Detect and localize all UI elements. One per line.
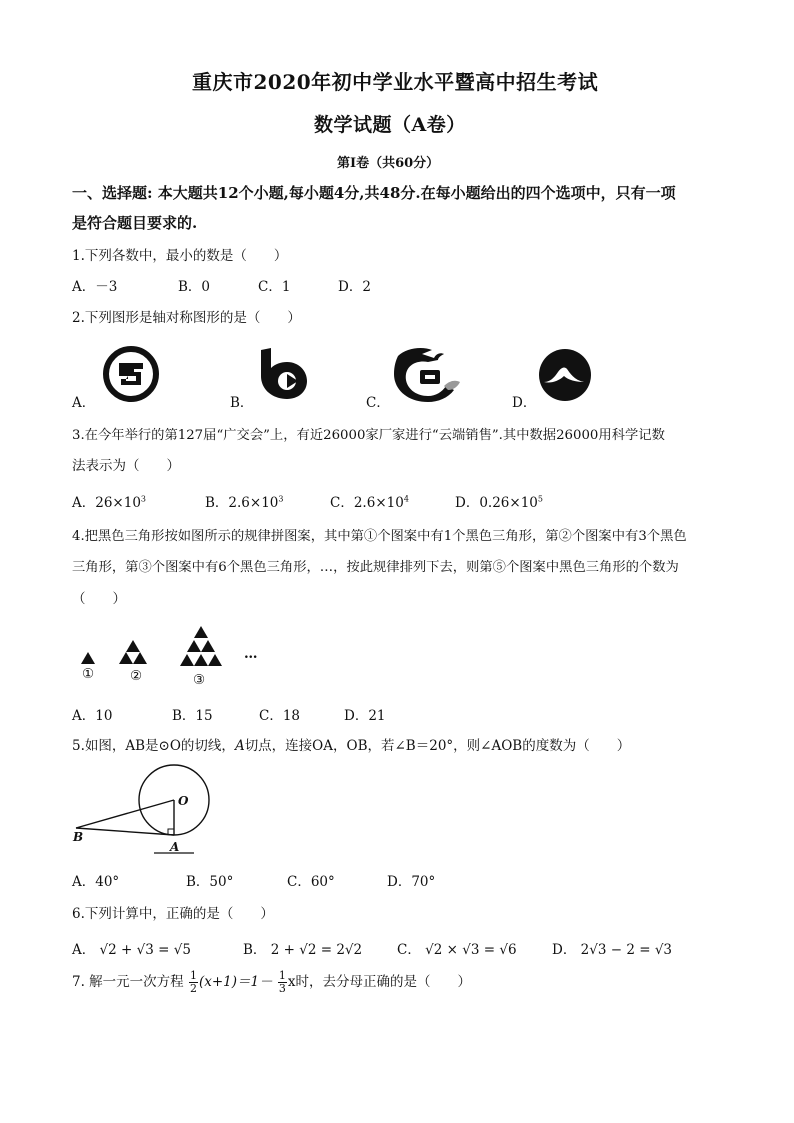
part-heading: 第I卷（共60分） [337, 156, 440, 171]
q6-b-eq: = [320, 942, 333, 958]
q5-fig-label-a: A [170, 840, 180, 854]
q5-option-a: A．40° [72, 874, 120, 890]
triangle [133, 652, 147, 664]
q3-option-a [72, 491, 146, 511]
q5-stem-point-a: A [234, 738, 245, 754]
q6-b-op1: + [283, 942, 295, 958]
triangle [194, 654, 208, 666]
q3-option-d-label: D． [455, 495, 480, 511]
q7-frac2-denominator: 3 [278, 982, 286, 995]
q4-fig-label-3: ③ [193, 672, 206, 688]
q2-option-c: C． [366, 395, 390, 411]
q1-option-a: A．－3 [72, 279, 118, 295]
q5-option-c: C．60° [287, 874, 335, 890]
q3-option-b [205, 491, 283, 511]
q6-c-term2: √3 [462, 942, 480, 958]
q6-a-term1: √2 [99, 942, 117, 958]
q6-d-term2: 2 [626, 942, 635, 958]
q7-frac1-denominator: 2 [189, 982, 197, 995]
q5-circle-tangent-figure [70, 762, 220, 858]
q2-option-d: D． [512, 395, 537, 411]
q5-stem [72, 734, 630, 754]
q6-option-c-label: C． [397, 942, 421, 958]
q6-d-result: √3 [654, 942, 673, 958]
q6-d-op1: − [610, 942, 623, 958]
q4-option-a: A．10 [72, 708, 113, 724]
q4-stem-line1: 4.把黑色三角形按如图所示的规律拼图案，其中第①个图案中有1个黑色三角形，第②个图案中有3个黑色 [72, 529, 687, 544]
q6-b-result: 2√2 [336, 942, 363, 958]
q6-c-term1: √2 [425, 942, 443, 958]
q1-option-c: C．1 [258, 279, 291, 295]
q3-option-d-mantissa: 0.26×10 [479, 495, 538, 511]
q6-stem: 6.下列计算中，正确的是（ ） [72, 906, 274, 922]
q5-stem-part-c: 切点，连接OA，OB，若∠B＝20°，则∠AOB的度数为（ ） [244, 738, 631, 754]
q7-stem-pre: 7. 解一元一次方程 [72, 974, 184, 990]
q6-a-term2: √3 [136, 942, 154, 958]
q3-option-c-mantissa: 2.6×10 [353, 495, 404, 511]
logo-a-icbc-figure [103, 346, 159, 402]
triangle [194, 626, 208, 638]
q2-option-a: A． [72, 395, 96, 411]
q4-option-b: B．15 [172, 708, 213, 724]
q3-option-d-exponent: 5 [537, 494, 543, 504]
triangle [119, 652, 133, 664]
q3-option-c [330, 491, 409, 511]
q5-option-d: D．70° [387, 874, 436, 890]
q7-stem-post: x时，去分母正确的是（ ） [287, 974, 472, 990]
q6-a-op1: + [121, 942, 133, 958]
section-instructions-line1: 一、选择题: 本大题共12个小题,每小题4分,共48分.在每小题给出的四个选项中，只有一项 [72, 184, 676, 202]
q1-stem: 1.下列各数中，最小的数是（ ） [72, 248, 288, 264]
q6-option-b [243, 938, 362, 958]
triangle [126, 640, 140, 652]
q5-fig-label-b: B [73, 830, 84, 844]
triangle [81, 652, 95, 664]
triangle [187, 640, 201, 652]
q3-option-c-label: C． [330, 495, 354, 511]
q4-stem-line2: 三角形，第③个图案中有6个黑色三角形，…，按此规律排列下去，则第⑤个图案中黑色三角形的个数为 [72, 560, 679, 575]
triangle [208, 654, 222, 666]
q4-fig-label-1: ① [82, 666, 95, 682]
exam-title: 重庆市2020年初中学业水平暨高中招生考试 [192, 70, 599, 94]
q3-option-b-label: B． [205, 495, 229, 511]
q7-fraction-2 [278, 970, 287, 995]
triangle [180, 654, 194, 666]
q5-option-b: B．50° [186, 874, 234, 890]
q3-option-a-mantissa: 26×10 [95, 495, 141, 511]
q4-fig-ellipsis: … [244, 646, 258, 662]
q6-option-b-label: B． [243, 942, 267, 958]
q6-option-d-label: D． [552, 942, 577, 958]
q1-option-d: D．2 [338, 279, 371, 295]
segment-bo [76, 800, 174, 828]
q7-stem [72, 970, 471, 995]
q6-option-a-label: A． [72, 942, 96, 958]
q3-option-a-label: A． [72, 495, 96, 511]
q2-option-b: B． [230, 395, 254, 411]
q7-frac2-numerator: 1 [278, 969, 286, 982]
q3-option-a-exponent: 3 [140, 494, 147, 504]
q5-stem-part-a: 5.如图，AB是⊙O的切线， [72, 738, 235, 754]
q3-stem-line1: 3.在今年举行的第127届“广交会”上，有近26000家厂家进行“云端销售”.其中数据26000用科学记数 [72, 428, 665, 443]
q4-stem-line3: （ ） [72, 591, 126, 607]
q4-fig-label-2: ② [130, 668, 143, 684]
q3-option-b-exponent: 3 [278, 494, 284, 504]
logo-d-figure [538, 348, 592, 402]
q6-d-term1: 2√3 [580, 942, 607, 958]
q3-option-d [455, 491, 543, 511]
q3-option-c-exponent: 4 [403, 494, 409, 504]
q3-stem-line2: 法表示为（ ） [72, 458, 180, 474]
q6-a-result: √5 [173, 942, 191, 958]
q3-option-b-mantissa: 2.6×10 [228, 495, 279, 511]
q6-option-a [72, 938, 191, 958]
q6-a-eq: = [158, 942, 170, 958]
logo-b-figure [257, 348, 309, 400]
q5-fig-label-o: O [178, 794, 189, 808]
q6-option-d [552, 938, 672, 958]
q6-c-result: √6 [499, 942, 517, 958]
q6-option-c [397, 938, 517, 958]
exam-subtitle: 数学试题（A卷） [314, 114, 466, 136]
q7-stem-mid: (x+1)＝1－ [198, 974, 273, 990]
q6-c-eq: = [483, 942, 496, 958]
q6-c-op1: × [446, 942, 458, 958]
q6-d-eq: = [639, 942, 651, 958]
q4-option-c: C．18 [259, 708, 301, 724]
logo-c-figure [392, 346, 462, 402]
q4-option-d: D．21 [344, 708, 386, 724]
q1-option-b: B．0 [178, 279, 211, 295]
section-instructions-line2: 是符合题目要求的. [72, 214, 198, 232]
triangle [201, 640, 215, 652]
q6-b-term1: 2 [270, 942, 280, 958]
q7-frac1-numerator: 1 [189, 969, 197, 982]
q7-fraction-1 [189, 970, 198, 995]
q2-stem: 2.下列图形是轴对称图形的是（ ） [72, 310, 301, 326]
q6-b-term2: √2 [299, 942, 317, 958]
